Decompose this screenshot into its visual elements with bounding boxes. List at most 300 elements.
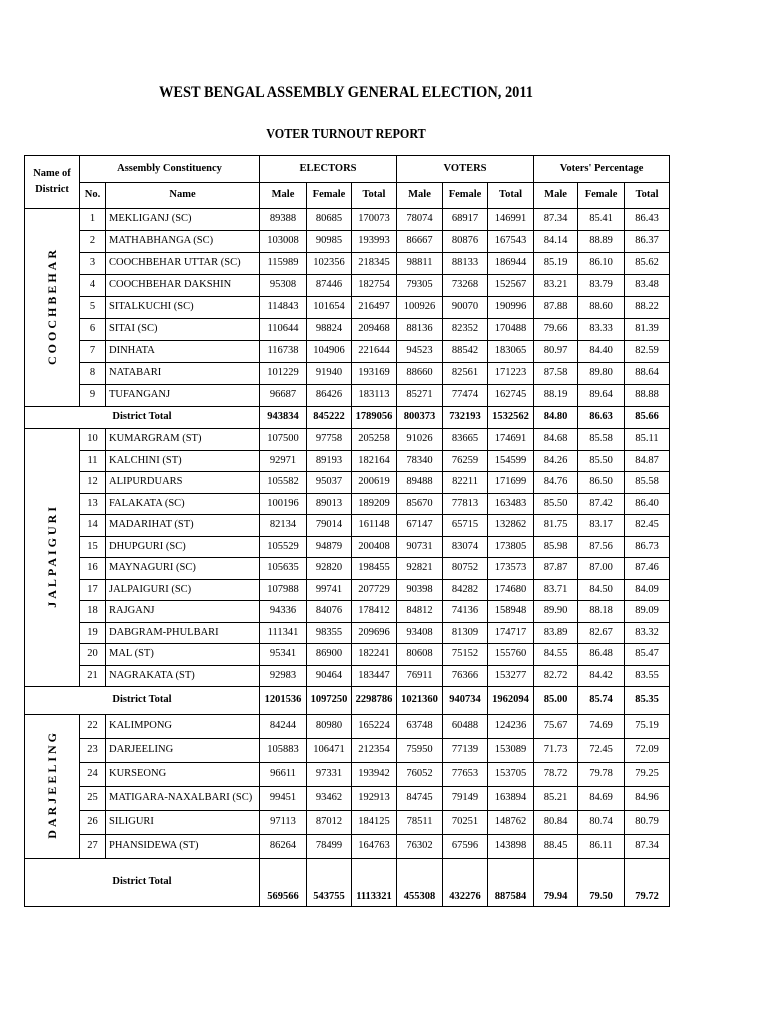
pct-total: 75.19 — [625, 715, 670, 739]
table-row — [25, 363, 670, 385]
voters-total: 174680 — [488, 579, 534, 601]
electors-female: 93462 — [307, 787, 352, 811]
voters-male: 89488 — [397, 472, 443, 494]
voters-male: 91026 — [397, 429, 443, 451]
electors-total: 193993 — [352, 231, 397, 253]
pct-male: 85.19 — [534, 253, 578, 275]
voters-male: 85670 — [397, 493, 443, 515]
pct-female: 86.50 — [578, 472, 625, 494]
constituency-no: 12 — [80, 472, 106, 494]
electors-total: 178412 — [352, 601, 397, 623]
electors-total: 200408 — [352, 536, 397, 558]
voters-total: 163483 — [488, 493, 534, 515]
voters-female: 77474 — [443, 385, 488, 407]
district-name: DARJEELING — [45, 730, 59, 840]
electors-female: 90464 — [307, 665, 352, 687]
pct-total: 80.79 — [625, 811, 670, 835]
pct-female: 88.18 — [578, 601, 625, 623]
electors-male: 100196 — [260, 493, 307, 515]
electors-female: 89013 — [307, 493, 352, 515]
constituency-name: NATABARI — [106, 363, 260, 385]
pct-male: 79.66 — [534, 319, 578, 341]
constituency-name: DABGRAM-PHULBARI — [106, 622, 260, 644]
constituency-no: 24 — [80, 763, 106, 787]
voters-male: 76052 — [397, 763, 443, 787]
pct-female: 88.60 — [578, 297, 625, 319]
electors-female: 101654 — [307, 297, 352, 319]
pct-female: 72.45 — [578, 739, 625, 763]
electors-female: 89193 — [307, 450, 352, 472]
voters-female: 83074 — [443, 536, 488, 558]
pct-total: 79.25 — [625, 763, 670, 787]
voters-female: 82211 — [443, 472, 488, 494]
voters-total: 170488 — [488, 319, 534, 341]
pct-male-total: 85.00 — [534, 687, 578, 715]
voters-female: 68917 — [443, 209, 488, 231]
electors-total: 192913 — [352, 787, 397, 811]
report-title: WEST BENGAL ASSEMBLY GENERAL ELECTION, 2011 — [158, 84, 533, 101]
electors-header: ELECTORS — [260, 156, 397, 183]
electors-female: 98824 — [307, 319, 352, 341]
no-header: No. — [80, 183, 106, 209]
electors-total: 209696 — [352, 622, 397, 644]
district-name-cell — [25, 715, 80, 859]
table-row — [25, 622, 670, 644]
pct-female: 85.58 — [578, 429, 625, 451]
electors-female-header: Female — [307, 183, 352, 209]
table-row — [25, 429, 670, 451]
electors-female: 97758 — [307, 429, 352, 451]
pct-total: 85.62 — [625, 253, 670, 275]
electors-male: 96611 — [260, 763, 307, 787]
table-row — [25, 644, 670, 666]
pct-female: 82.67 — [578, 622, 625, 644]
constituency-no: 27 — [80, 835, 106, 859]
voters-female-total: 940734 — [443, 687, 488, 715]
pct-female: 87.00 — [578, 558, 625, 580]
table-row — [25, 835, 670, 859]
electors-male: 107500 — [260, 429, 307, 451]
electors-female: 98355 — [307, 622, 352, 644]
voters-total: 153277 — [488, 665, 534, 687]
district-total-row — [25, 859, 670, 907]
voters-male: 93408 — [397, 622, 443, 644]
pct-total: 85.58 — [625, 472, 670, 494]
electors-total: 170073 — [352, 209, 397, 231]
electors-female: 99741 — [307, 579, 352, 601]
voters-total: 186944 — [488, 253, 534, 275]
electors-female: 90985 — [307, 231, 352, 253]
pct-male: 84.26 — [534, 450, 578, 472]
electors-female: 79014 — [307, 515, 352, 537]
electors-male: 92971 — [260, 450, 307, 472]
assembly-header: Assembly Constituency — [80, 156, 260, 183]
pct-female: 83.79 — [578, 275, 625, 297]
table-row — [25, 579, 670, 601]
electors-female: 80685 — [307, 209, 352, 231]
voters-male: 90398 — [397, 579, 443, 601]
district-total-row — [25, 407, 670, 429]
constituency-no: 3 — [80, 253, 106, 275]
electors-female: 92820 — [307, 558, 352, 580]
constituency-no: 1 — [80, 209, 106, 231]
constituency-name: COOCHBEHAR DAKSHIN — [106, 275, 260, 297]
pct-total-total: 85.66 — [625, 407, 670, 429]
constituency-name: SITAI (SC) — [106, 319, 260, 341]
pct-total: 72.09 — [625, 739, 670, 763]
pct-male: 84.55 — [534, 644, 578, 666]
electors-male: 84244 — [260, 715, 307, 739]
pct-male: 83.89 — [534, 622, 578, 644]
electors-total-total: 2298786 — [352, 687, 397, 715]
pct-male: 87.58 — [534, 363, 578, 385]
electors-total: 218345 — [352, 253, 397, 275]
district-name: COOCHBEHAR — [45, 246, 59, 365]
table-row — [25, 811, 670, 835]
constituency-name: DARJEELING — [106, 739, 260, 763]
voters-male: 88660 — [397, 363, 443, 385]
district-name-cell — [25, 209, 80, 407]
constituency-name: TUFANGANJ — [106, 385, 260, 407]
constituency-no: 7 — [80, 341, 106, 363]
district-total-row — [25, 687, 670, 715]
electors-total: 183113 — [352, 385, 397, 407]
voters-female: 88542 — [443, 341, 488, 363]
voters-female: 80752 — [443, 558, 488, 580]
voters-female: 73268 — [443, 275, 488, 297]
district-total-label: District Total — [25, 859, 260, 907]
electors-male: 114843 — [260, 297, 307, 319]
voters-female: 77813 — [443, 493, 488, 515]
voters-male: 78340 — [397, 450, 443, 472]
voters-total: 190996 — [488, 297, 534, 319]
pct-female: 86.48 — [578, 644, 625, 666]
voters-male: 79305 — [397, 275, 443, 297]
table-row — [25, 385, 670, 407]
table-row — [25, 341, 670, 363]
electors-female: 91940 — [307, 363, 352, 385]
voters-female: 65715 — [443, 515, 488, 537]
electors-male: 94336 — [260, 601, 307, 623]
electors-male: 92983 — [260, 665, 307, 687]
constituency-no: 9 — [80, 385, 106, 407]
electors-total: 193169 — [352, 363, 397, 385]
pct-male: 85.50 — [534, 493, 578, 515]
electors-male: 101229 — [260, 363, 307, 385]
pct-female: 89.80 — [578, 363, 625, 385]
voters-male: 94523 — [397, 341, 443, 363]
voters-header: VOTERS — [397, 156, 534, 183]
voters-male: 88136 — [397, 319, 443, 341]
electors-male: 82134 — [260, 515, 307, 537]
voters-total: 146991 — [488, 209, 534, 231]
district-header-line1: Name of — [33, 167, 71, 179]
electors-male-header: Male — [260, 183, 307, 209]
table-row — [25, 601, 670, 623]
voters-female: 60488 — [443, 715, 488, 739]
pct-female: 88.89 — [578, 231, 625, 253]
voters-male: 84745 — [397, 787, 443, 811]
pct-total: 83.32 — [625, 622, 670, 644]
electors-female: 84076 — [307, 601, 352, 623]
pct-male: 84.68 — [534, 429, 578, 451]
electors-total: 221644 — [352, 341, 397, 363]
constituency-no: 2 — [80, 231, 106, 253]
electors-male: 110644 — [260, 319, 307, 341]
report-subtitle: VOTER TURNOUT REPORT — [266, 126, 426, 141]
voters-female: 83665 — [443, 429, 488, 451]
constituency-no: 22 — [80, 715, 106, 739]
voters-total: 154599 — [488, 450, 534, 472]
voters-male: 85271 — [397, 385, 443, 407]
voters-male: 78511 — [397, 811, 443, 835]
table-row — [25, 209, 670, 231]
electors-total: 205258 — [352, 429, 397, 451]
pct-male: 87.88 — [534, 297, 578, 319]
pct-total: 86.37 — [625, 231, 670, 253]
name-header: Name — [106, 183, 260, 209]
pct-total: 81.39 — [625, 319, 670, 341]
electors-total: 212354 — [352, 739, 397, 763]
constituency-name: KALCHINI (ST) — [106, 450, 260, 472]
pct-male: 89.90 — [534, 601, 578, 623]
table-row — [25, 558, 670, 580]
pct-male: 75.67 — [534, 715, 578, 739]
voters-male: 76911 — [397, 665, 443, 687]
district-name: JALPAIGURI — [45, 503, 59, 608]
pct-male-total: 79.94 — [534, 859, 578, 907]
constituency-no: 20 — [80, 644, 106, 666]
pct-total: 84.09 — [625, 579, 670, 601]
electors-total: 161148 — [352, 515, 397, 537]
electors-male-total: 1201536 — [260, 687, 307, 715]
district-name-cell — [25, 429, 80, 687]
pct-male: 80.97 — [534, 341, 578, 363]
voters-total: 171223 — [488, 363, 534, 385]
voters-male: 78074 — [397, 209, 443, 231]
electors-female: 86900 — [307, 644, 352, 666]
electors-male: 97113 — [260, 811, 307, 835]
constituency-no: 26 — [80, 811, 106, 835]
pct-total: 88.22 — [625, 297, 670, 319]
table-row — [25, 787, 670, 811]
constituency-name: COOCHBEHAR UTTAR (SC) — [106, 253, 260, 275]
voters-male: 86667 — [397, 231, 443, 253]
electors-male: 103008 — [260, 231, 307, 253]
pct-male: 87.87 — [534, 558, 578, 580]
electors-total: 184125 — [352, 811, 397, 835]
table-row — [25, 715, 670, 739]
electors-male: 115989 — [260, 253, 307, 275]
table-row — [25, 763, 670, 787]
voters-total: 132862 — [488, 515, 534, 537]
pct-male: 85.98 — [534, 536, 578, 558]
constituency-name: SITALKUCHI (SC) — [106, 297, 260, 319]
pct-female-total: 86.63 — [578, 407, 625, 429]
electors-total: 216497 — [352, 297, 397, 319]
pct-male: 84.14 — [534, 231, 578, 253]
table-row — [25, 275, 670, 297]
voters-total: 171699 — [488, 472, 534, 494]
pct-female: 85.50 — [578, 450, 625, 472]
electors-female: 102356 — [307, 253, 352, 275]
electors-total: 193942 — [352, 763, 397, 787]
electors-female: 97331 — [307, 763, 352, 787]
district-total-label: District Total — [25, 407, 260, 429]
electors-total: 198455 — [352, 558, 397, 580]
table-row — [25, 231, 670, 253]
voters-total-total: 887584 — [488, 859, 534, 907]
voters-total: 174717 — [488, 622, 534, 644]
pct-male: 81.75 — [534, 515, 578, 537]
voters-total: 174691 — [488, 429, 534, 451]
pct-total-header: Total — [625, 183, 670, 209]
voters-total: 173573 — [488, 558, 534, 580]
voters-total-total: 1962094 — [488, 687, 534, 715]
voters-male: 98811 — [397, 253, 443, 275]
pct-total: 87.46 — [625, 558, 670, 580]
constituency-no: 5 — [80, 297, 106, 319]
pct-female: 85.41 — [578, 209, 625, 231]
pct-female: 80.74 — [578, 811, 625, 835]
constituency-name: MAL (ST) — [106, 644, 260, 666]
voters-total: 167543 — [488, 231, 534, 253]
electors-female: 87012 — [307, 811, 352, 835]
electors-female: 94879 — [307, 536, 352, 558]
pct-male: 82.72 — [534, 665, 578, 687]
voters-female: 82561 — [443, 363, 488, 385]
voters-total: 124236 — [488, 715, 534, 739]
constituency-no: 10 — [80, 429, 106, 451]
constituency-name: NAGRAKATA (ST) — [106, 665, 260, 687]
voters-total: 143898 — [488, 835, 534, 859]
constituency-name: KURSEONG — [106, 763, 260, 787]
table-row — [25, 665, 670, 687]
pct-female-total: 85.74 — [578, 687, 625, 715]
voters-total: 148762 — [488, 811, 534, 835]
electors-total: 165224 — [352, 715, 397, 739]
pct-total-total: 79.72 — [625, 859, 670, 907]
voters-female: 77653 — [443, 763, 488, 787]
percentage-header: Voters' Percentage — [534, 156, 670, 183]
voters-female: 76259 — [443, 450, 488, 472]
electors-female: 80980 — [307, 715, 352, 739]
constituency-name: FALAKATA (SC) — [106, 493, 260, 515]
electors-female: 87446 — [307, 275, 352, 297]
voters-male: 100926 — [397, 297, 443, 319]
electors-male: 96687 — [260, 385, 307, 407]
electors-total: 207729 — [352, 579, 397, 601]
voters-male: 76302 — [397, 835, 443, 859]
electors-male: 107988 — [260, 579, 307, 601]
constituency-name: SILIGURI — [106, 811, 260, 835]
electors-female: 106471 — [307, 739, 352, 763]
voters-male: 90731 — [397, 536, 443, 558]
pct-total: 82.59 — [625, 341, 670, 363]
pct-female: 87.42 — [578, 493, 625, 515]
pct-male: 84.76 — [534, 472, 578, 494]
voters-male-total: 1021360 — [397, 687, 443, 715]
turnout-table — [24, 155, 670, 907]
voters-male: 75950 — [397, 739, 443, 763]
pct-total: 87.34 — [625, 835, 670, 859]
constituency-no: 25 — [80, 787, 106, 811]
district-header-line2: District — [35, 184, 69, 195]
voters-total: 158948 — [488, 601, 534, 623]
pct-total: 84.96 — [625, 787, 670, 811]
pct-male: 83.21 — [534, 275, 578, 297]
electors-male: 95341 — [260, 644, 307, 666]
constituency-name: MAYNAGURI (SC) — [106, 558, 260, 580]
voters-total: 153089 — [488, 739, 534, 763]
pct-total: 84.87 — [625, 450, 670, 472]
electors-female-total: 543755 — [307, 859, 352, 907]
table-row — [25, 493, 670, 515]
pct-total: 86.40 — [625, 493, 670, 515]
table-row — [25, 253, 670, 275]
voters-total-total: 1532562 — [488, 407, 534, 429]
constituency-name: DHUPGURI (SC) — [106, 536, 260, 558]
voters-total: 152567 — [488, 275, 534, 297]
voters-female: 76366 — [443, 665, 488, 687]
electors-female-total: 1097250 — [307, 687, 352, 715]
constituency-name: KUMARGRAM (ST) — [106, 429, 260, 451]
district-header — [25, 156, 80, 209]
voters-male: 92821 — [397, 558, 443, 580]
voters-total-header: Total — [488, 183, 534, 209]
voters-female: 70251 — [443, 811, 488, 835]
electors-male: 95308 — [260, 275, 307, 297]
electors-male-total: 943834 — [260, 407, 307, 429]
electors-total: 209468 — [352, 319, 397, 341]
voters-female: 88133 — [443, 253, 488, 275]
electors-male: 105635 — [260, 558, 307, 580]
voters-female: 82352 — [443, 319, 488, 341]
voters-female: 79149 — [443, 787, 488, 811]
constituency-no: 4 — [80, 275, 106, 297]
constituency-no: 19 — [80, 622, 106, 644]
electors-male: 105582 — [260, 472, 307, 494]
constituency-name: MADARIHAT (ST) — [106, 515, 260, 537]
voters-female: 90070 — [443, 297, 488, 319]
pct-female-total: 79.50 — [578, 859, 625, 907]
voters-female: 74136 — [443, 601, 488, 623]
pct-male: 78.72 — [534, 763, 578, 787]
electors-female-total: 845222 — [307, 407, 352, 429]
pct-female: 79.78 — [578, 763, 625, 787]
voters-female-header: Female — [443, 183, 488, 209]
electors-total: 182754 — [352, 275, 397, 297]
constituency-no: 13 — [80, 493, 106, 515]
electors-male: 86264 — [260, 835, 307, 859]
electors-total-total: 1113321 — [352, 859, 397, 907]
electors-female: 104906 — [307, 341, 352, 363]
pct-male: 80.84 — [534, 811, 578, 835]
voters-total: 163894 — [488, 787, 534, 811]
pct-male: 88.19 — [534, 385, 578, 407]
pct-male-header: Male — [534, 183, 578, 209]
voters-total: 155760 — [488, 644, 534, 666]
electors-male-total: 569566 — [260, 859, 307, 907]
voters-total: 153705 — [488, 763, 534, 787]
voters-male: 63748 — [397, 715, 443, 739]
electors-female: 86426 — [307, 385, 352, 407]
electors-male: 111341 — [260, 622, 307, 644]
constituency-name: MATHABHANGA (SC) — [106, 231, 260, 253]
electors-female: 78499 — [307, 835, 352, 859]
pct-female: 84.50 — [578, 579, 625, 601]
district-total-label: District Total — [25, 687, 260, 715]
